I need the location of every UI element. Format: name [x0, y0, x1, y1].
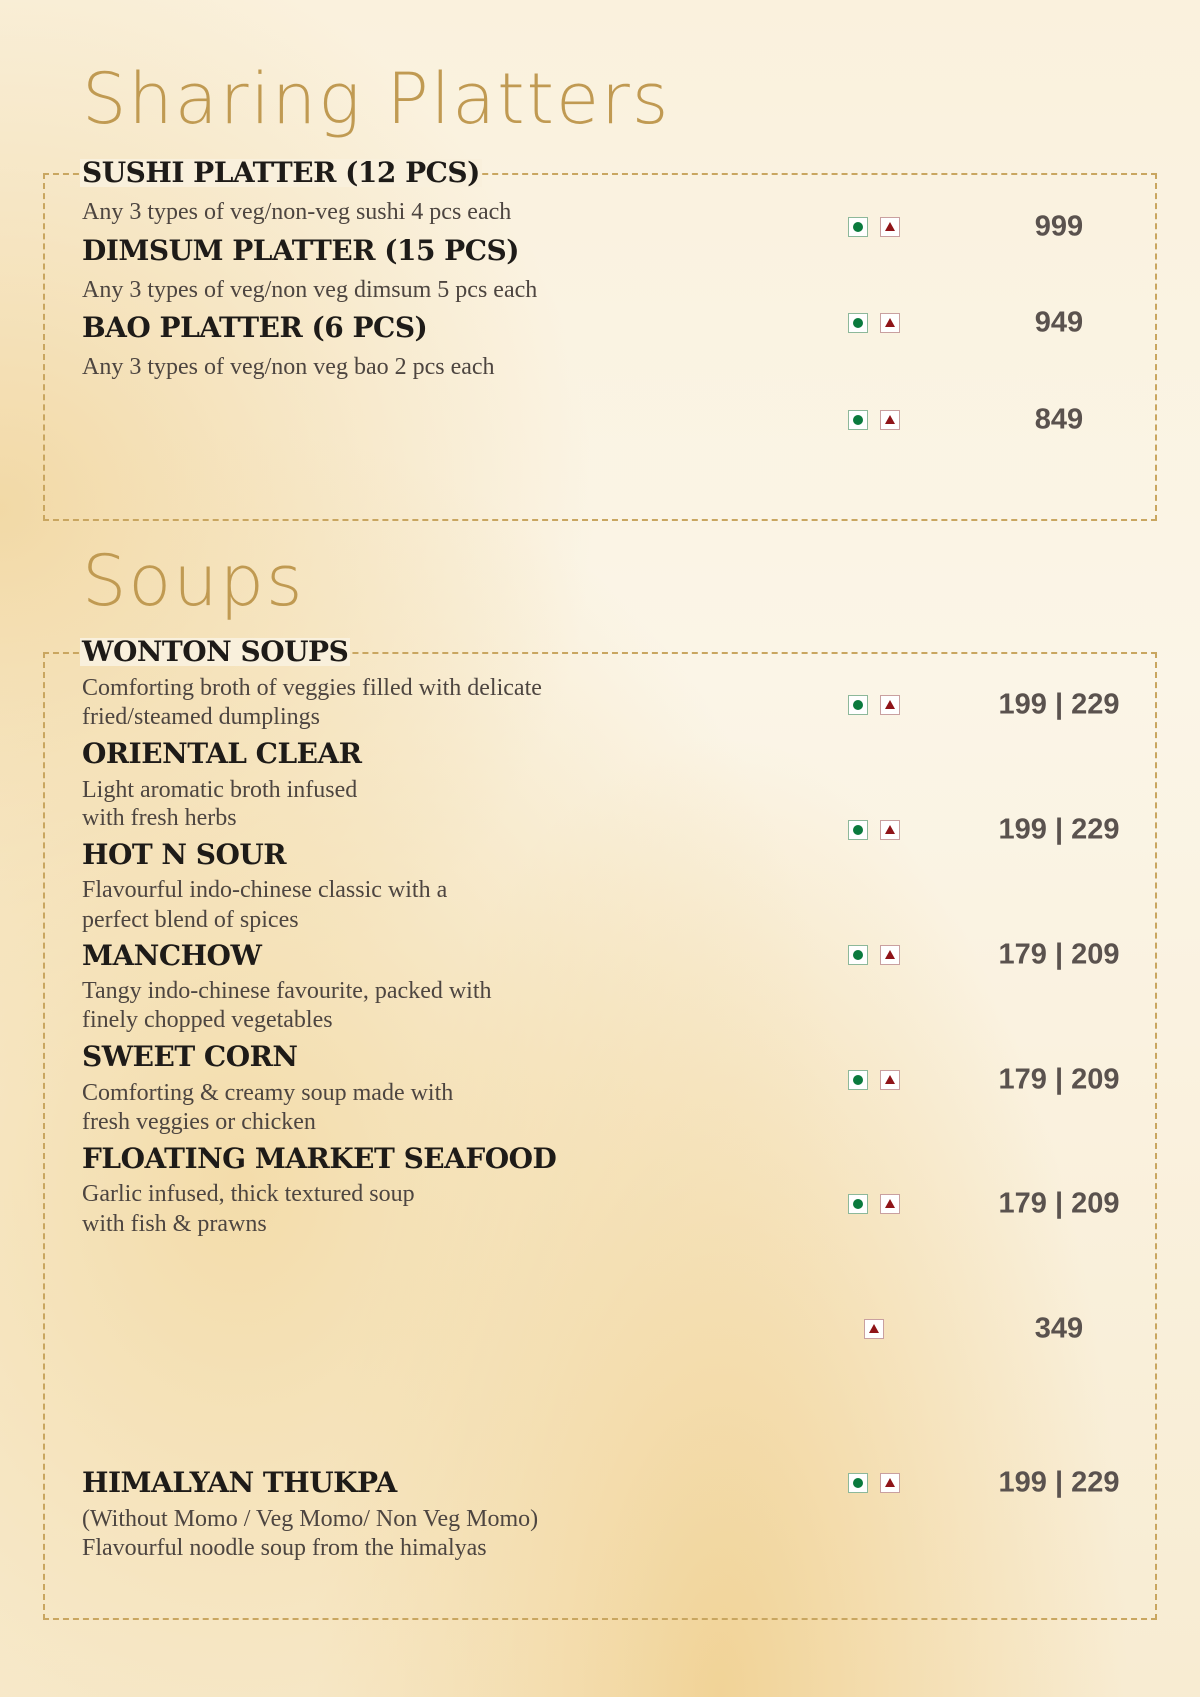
non-veg-indicator-icon — [864, 1319, 884, 1339]
item-description: (Without Momo / Veg Momo/ Non Veg Momo) — [82, 1506, 539, 1532]
item-description: fresh veggies or chicken — [82, 1109, 316, 1135]
item-description: Tangy indo-chinese favourite, packed with — [82, 978, 492, 1004]
item-description: Any 3 types of veg/non veg bao 2 pcs each — [82, 354, 495, 380]
veg-indicator-icon — [848, 1194, 868, 1214]
veg-indicator-icon — [848, 945, 868, 965]
item-description: Any 3 types of veg/non-veg sushi 4 pcs each — [82, 199, 512, 225]
item-price: 199 | 229 — [998, 688, 1120, 721]
item-name: HOT N SOUR — [82, 838, 287, 871]
item-description: perfect blend of spices — [82, 907, 299, 933]
veg-indicator-icon — [848, 217, 868, 237]
item-description: Flavourful noodle soup from the himalyas — [82, 1535, 487, 1561]
non-veg-indicator-icon — [880, 217, 900, 237]
item-name: MANCHOW — [82, 939, 262, 972]
item-name: ORIENTAL CLEAR — [82, 737, 362, 770]
item-name: FLOATING MARKET SEAFOOD — [82, 1142, 557, 1175]
item-name: WONTON SOUPS — [82, 635, 349, 668]
veg-indicator-icon — [848, 1070, 868, 1090]
item-description: finely chopped vegetables — [82, 1007, 333, 1033]
item-price: 179 | 209 — [998, 1187, 1120, 1220]
item-description: Garlic infused, thick textured soup — [82, 1181, 415, 1207]
section-title-soups: Soups — [82, 540, 305, 622]
item-description: with fresh herbs — [82, 805, 237, 831]
veg-indicator-icon — [848, 695, 868, 715]
non-veg-indicator-icon — [880, 820, 900, 840]
item-name: HIMALYAN THUKPA — [82, 1466, 397, 1499]
item-price: 199 | 229 — [998, 1466, 1120, 1499]
item-price: 199 | 229 — [998, 813, 1120, 846]
item-name: DIMSUM PLATTER (15 PCS) — [82, 234, 519, 267]
item-name: SUSHI PLATTER (12 PCS) — [82, 156, 480, 189]
item-description: Comforting broth of veggies filled with delicate — [82, 675, 542, 701]
veg-indicator-icon — [848, 820, 868, 840]
item-price: 349 — [1034, 1312, 1084, 1345]
non-veg-indicator-icon — [880, 1070, 900, 1090]
non-veg-indicator-icon — [880, 695, 900, 715]
non-veg-indicator-icon — [880, 1194, 900, 1214]
item-name: SWEET CORN — [82, 1040, 298, 1073]
item-price: 849 — [1034, 403, 1084, 436]
item-description: Flavourful indo-chinese classic with a — [82, 877, 448, 903]
item-price: 179 | 209 — [998, 1063, 1120, 1096]
item-name: BAO PLATTER (6 PCS) — [82, 311, 428, 344]
non-veg-indicator-icon — [880, 1473, 900, 1493]
item-description: Comforting & creamy soup made with — [82, 1080, 454, 1106]
non-veg-indicator-icon — [880, 313, 900, 333]
veg-indicator-icon — [848, 313, 868, 333]
item-description: with fish & prawns — [82, 1211, 267, 1237]
item-description: Any 3 types of veg/non veg dimsum 5 pcs each — [82, 277, 538, 303]
sharing-platters-box — [43, 173, 1157, 521]
veg-indicator-icon — [848, 1473, 868, 1493]
item-price: 179 | 209 — [998, 938, 1120, 971]
item-price: 999 — [1034, 210, 1084, 243]
item-description: Light aromatic broth infused — [82, 777, 358, 803]
veg-indicator-icon — [848, 410, 868, 430]
item-price: 949 — [1034, 306, 1084, 339]
item-description: fried/steamed dumplings — [82, 704, 320, 730]
section-title-sharing-platters: Sharing Platters — [82, 58, 671, 140]
non-veg-indicator-icon — [880, 945, 900, 965]
non-veg-indicator-icon — [880, 410, 900, 430]
